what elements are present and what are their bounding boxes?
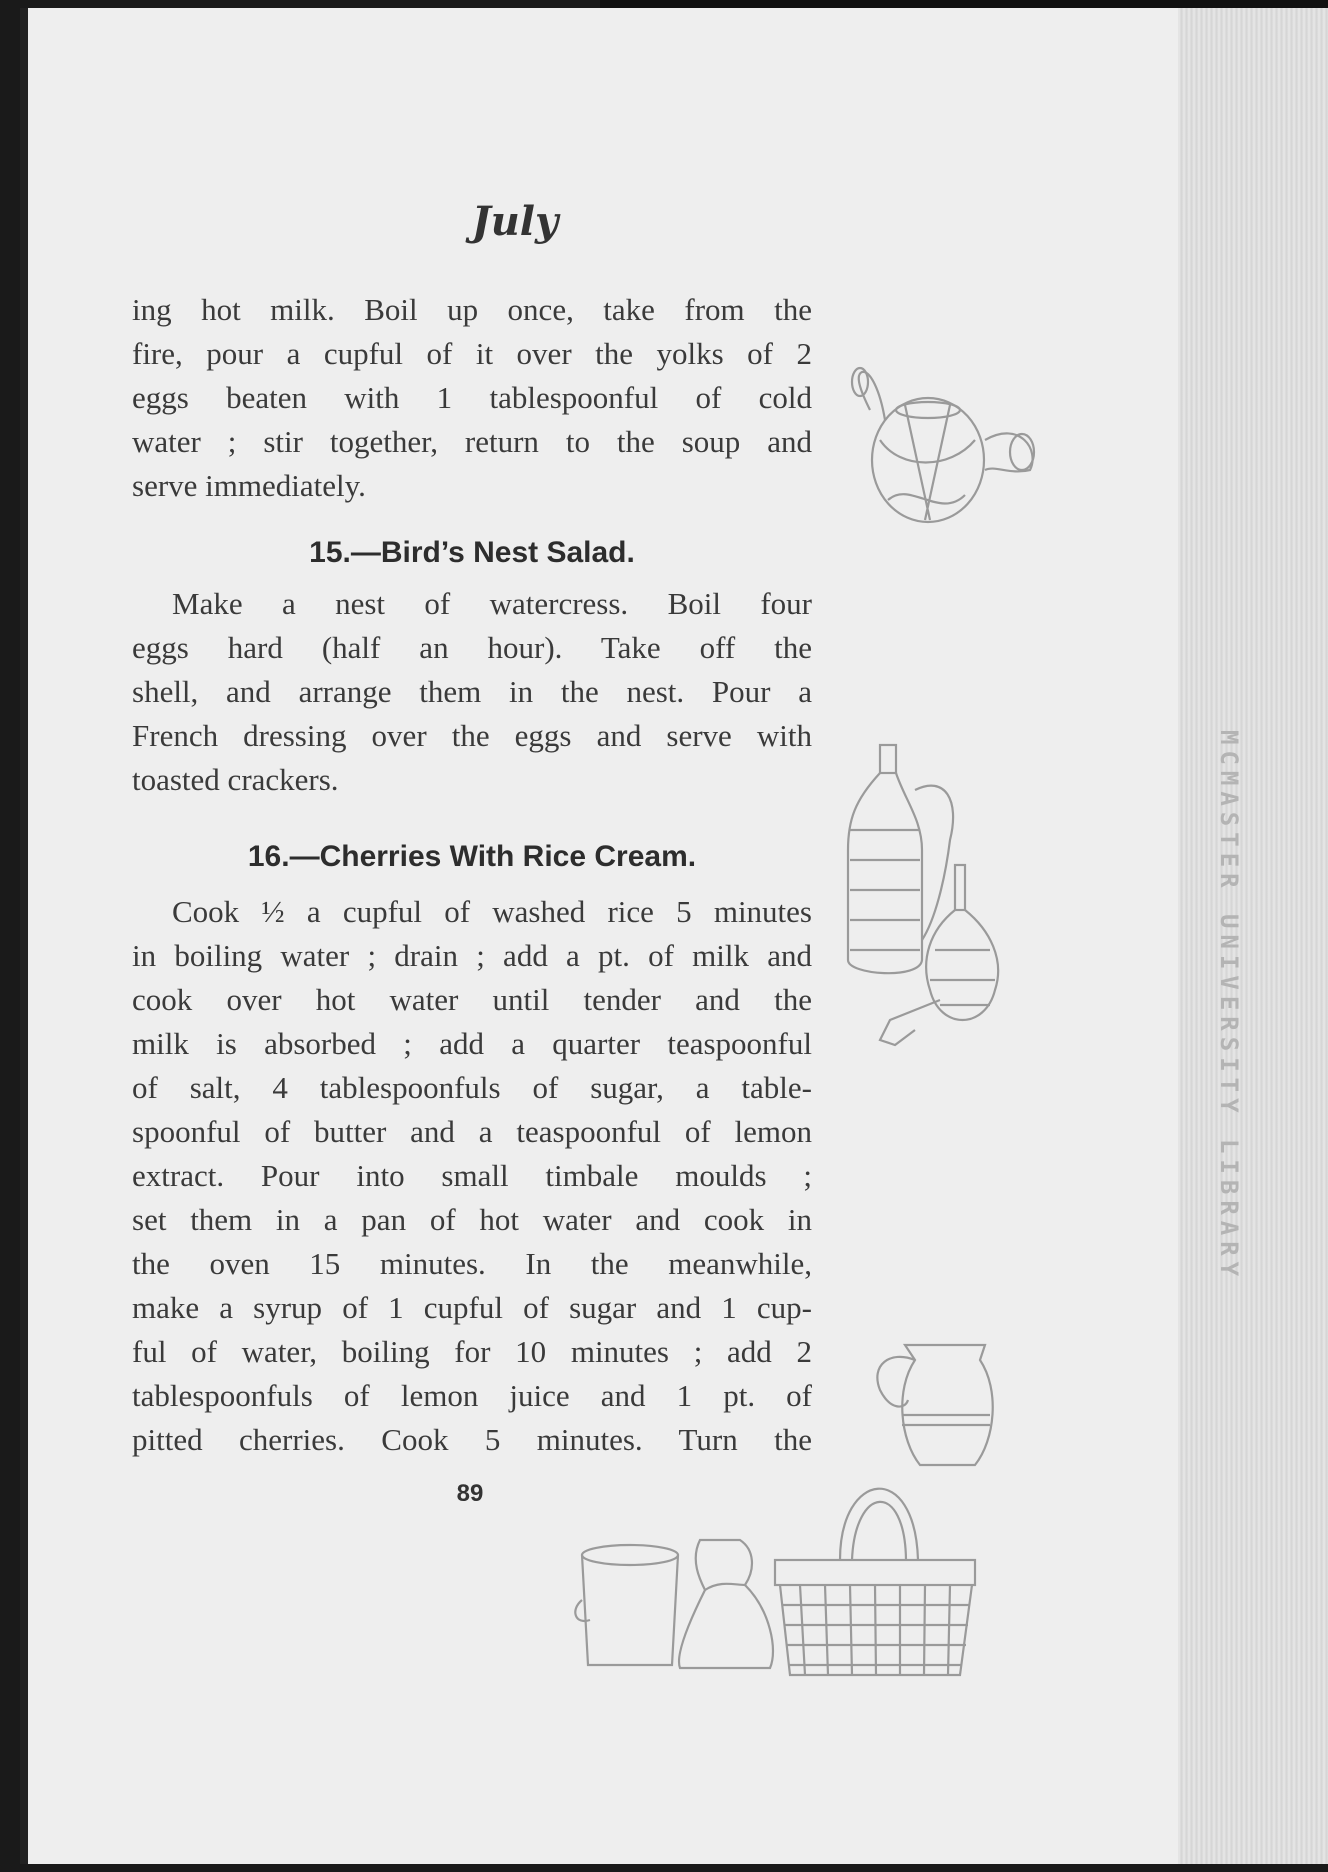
text-line: cook over hot water until tender and the (132, 982, 812, 1017)
text-line: Cook ½ a cupful of washed rice 5 minutes (172, 894, 812, 929)
sack-illustration (679, 1540, 773, 1668)
text-line: extract. Pour into small timbale moulds ; (132, 1158, 812, 1193)
text-line: shell, and arrange them in the nest. Pour a (132, 674, 812, 709)
text-line: toasted crackers. (132, 762, 339, 797)
text-line: spoonful of butter and a teaspoonful of lemon (132, 1114, 812, 1149)
text-line: the oven 15 minutes. In the meanwhile, (132, 1246, 812, 1281)
pitcher-illustration (877, 1345, 992, 1465)
library-stamp: MCMASTER UNIVERSITY LIBRARY (1215, 730, 1243, 1283)
text-line: serve immediately. (132, 468, 366, 503)
text-line: ing hot milk. Boil up once, take from the (132, 292, 812, 327)
text-line: French dressing over the eggs and serve with (132, 718, 812, 753)
teapot-illustration (852, 368, 1034, 522)
text-line: ful of water, boiling for 10 minutes ; add 2 (132, 1334, 812, 1369)
text-line: milk is absorbed ; add a quarter teaspoonful (132, 1026, 812, 1061)
running-head: July (471, 198, 559, 245)
text-line: set them in a pan of hot water and cook in (132, 1202, 812, 1237)
bottle-illustration (880, 865, 998, 1045)
text-line: tablespoonfuls of lemon juice and 1 pt. of (132, 1378, 812, 1413)
recipe-15-heading: 15.—Bird’s Nest Salad. (309, 536, 635, 569)
text-line: in boiling water ; drain ; add a pt. of milk and (132, 938, 812, 973)
wicker-jug-illustration (848, 745, 953, 973)
recipe-16-heading: 16.—Cherries With Rice Cream. (247, 840, 697, 873)
text-line: fire, pour a cupful of it over the yolks of 2 (132, 336, 812, 371)
page-number: 89 (456, 1480, 484, 1507)
text-line: Make a nest of watercress. Boil four (172, 586, 812, 621)
text-line: make a syrup of 1 cupful of sugar and 1 cup- (132, 1290, 812, 1325)
bucket-illustration (575, 1545, 678, 1665)
text-line: of salt, 4 tablespoonfuls of sugar, a table- (132, 1070, 812, 1105)
picnic-basket-illustration (775, 1489, 975, 1675)
text-line: pitted cherries. Cook 5 minutes. Turn the (132, 1422, 812, 1457)
text-line: eggs beaten with 1 tablespoonful of cold (132, 380, 812, 415)
text-line: water ; stir together, return to the soup and (132, 424, 812, 459)
text-line: eggs hard (half an hour). Take off the (132, 630, 812, 665)
